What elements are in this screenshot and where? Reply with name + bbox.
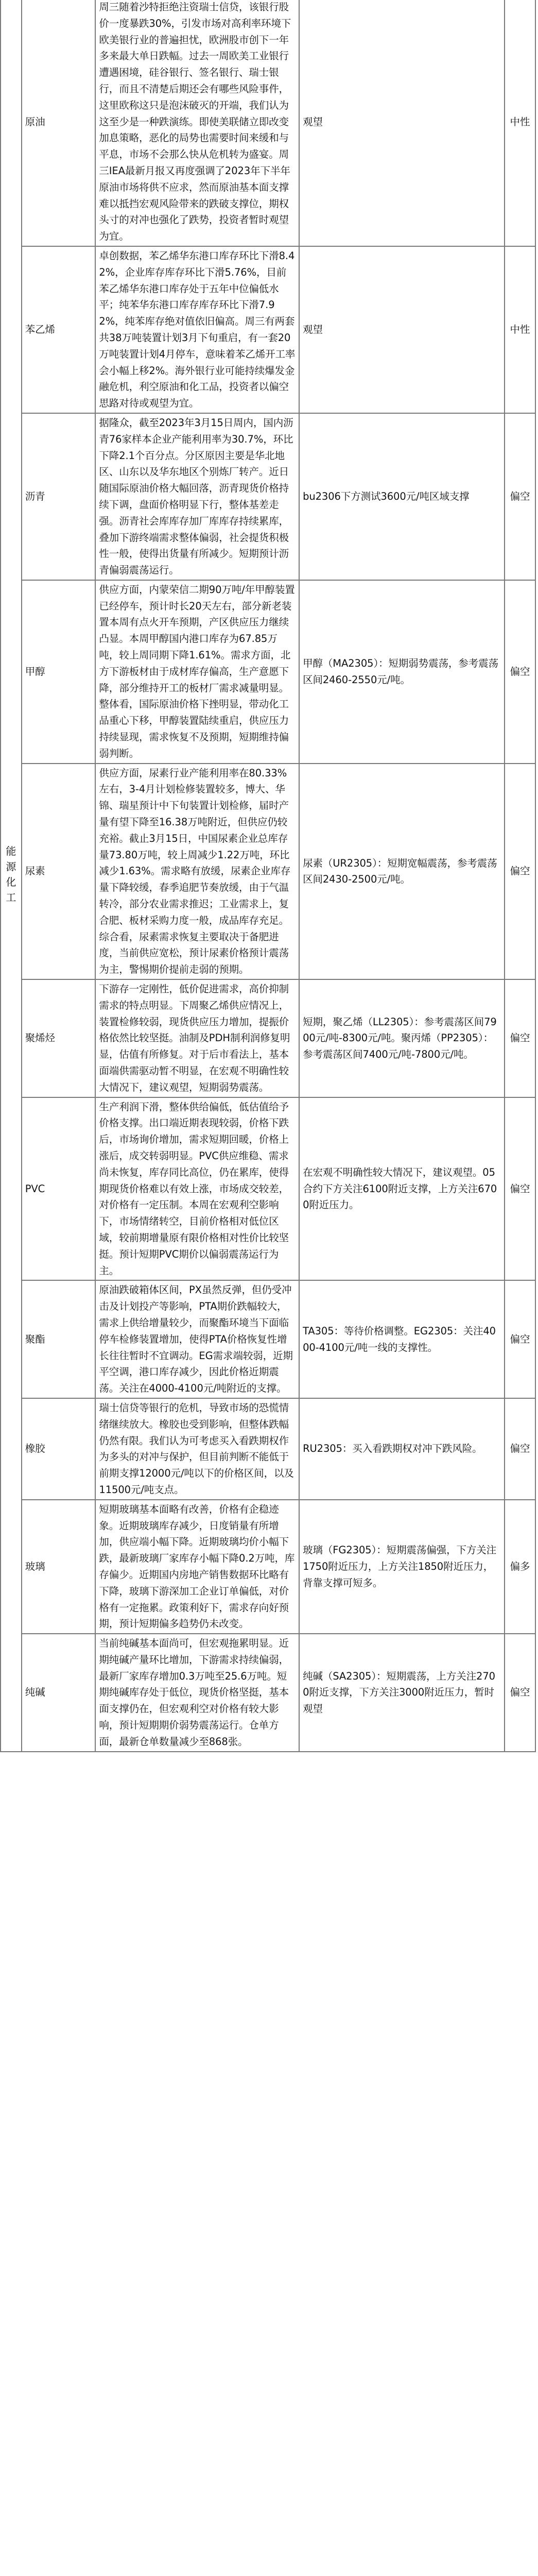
table-row bbox=[1, 246, 535, 413]
fundamentals-text: 当前纯碱基本面尚可，但宏观拖累明显。近期纯碱产量环比增加，下游需求持续偏弱，最新厂家库存增加0.3万吨至25.6万吨。短期纯碱库存处于低位，现货价格坚挺，基本面支撑仍在，但宏观利空对价格有较大影响，预计短期期价弱势震荡运行。仓单方面，最新仓单数量减少至868张。 bbox=[95, 1634, 299, 1752]
commodity-name: 沥青 bbox=[22, 413, 96, 580]
technical-text: TA305：等待价格调整。EG2305：关注4000-4100元/吨一线的支撑性。 bbox=[299, 1280, 505, 1398]
view-label: 偏空 bbox=[505, 1097, 535, 1281]
technical-text: 短期，聚乙烯（LL2305）：参考震荡区间7900元/吨-8300元/吨。聚丙烯（PP2305）：参考震荡区间7400元/吨-7800元/吨。 bbox=[299, 979, 505, 1097]
position-text: 观望 bbox=[299, 0, 505, 246]
table-row bbox=[1, 0, 535, 246]
commodity-name: 尿素 bbox=[22, 764, 96, 979]
fundamentals-text: 供应方面，内蒙荣信二期90万吨/年甲醇装置已经停车，预计时长20天左右，部分新老装置本周有点火开车预期，产区供应压力继续凸显。本周甲醇国内港口库存为67.85万吨，较上周同期下降1.61%。需求方面，北方下游板材由于成材库存偏高，生产意愿下降，部分维持开工的板材厂需求减量明显。整体看，国际原油价格下挫明显，带动化工品重心下移，甲醇装置陆续重启，供应压力持续显现，需求恢复不及预期，短期维持偏弱判断。 bbox=[95, 580, 299, 764]
view-label: 中性 bbox=[505, 246, 535, 413]
table-row bbox=[1, 979, 535, 1097]
fundamentals-text: 原油跌破箱体区间，PX虽然反弹，但仍受冲击及计划投产等影响，PTA期价跌幅较大，需求上供给增量较少，而聚酯环境当下面临停车检修装置增加，使得PTA价格恢复性增长往往暂时不宜调动。EG需求端较弱，近期平空调，港口库存减少，因此价格近期震荡。关注在4000-4100元/吨附近的支撑。 bbox=[95, 1280, 299, 1398]
commodity-name: 玻璃 bbox=[22, 1500, 96, 1634]
view-label: 偏空 bbox=[505, 580, 535, 764]
technical-text: 纯碱（SA2305）：短期震荡，上方关注2700附近支撑，下方关注3000附近压力，暂时观望 bbox=[299, 1634, 505, 1752]
technical-text: 尿素（UR2305）：短期宽幅震荡，参考震荡区间2430-2500元/吨。 bbox=[299, 764, 505, 979]
fundamentals-text: 生产利润下滑，整体供给偏低，低估值给予价格支撑。出口端近期表现较弱，价格下跌后，市场询价增加，需求短期回暖，价格上涨后，成交转弱明显。PVC供应维稳、需求尚未恢复，库存同比高位，仍在累库，使得期现货价格难以有效上涨，市场成交较差，对价格有一定压制。本周在宏观利空影响下，市场情绪转空，目前价格相对低位区域，较前期增量原有限价格相对性价比较坚挺。预计短期PVC期价以偏弱震荡运行为主。 bbox=[95, 1097, 299, 1281]
commodity-name: 甲醇 bbox=[22, 580, 96, 764]
sector-cell: 能源化工 bbox=[1, 0, 22, 1752]
fundamentals-text: 供应方面，尿素行业产能利用率在80.33%左右，3-4月计划检修装置较多，博大、华锦、瑞星预计中下旬装置计划检修，届时产量有望下降至16.38万吨附近，但供应仍较充裕。截止3月15日，中国尿素企业总库存量73.80万吨，较上周减少1.22万吨，环比减少1.63%。需求略有放缓，尿素企业库存量下降较缓，春季追肥节奏放缓，由于气温转冷，部分农业需求推迟；工业需求上，复合肥、板材采购力度一般，成品库存充足。综合看，尿素需求恢复主要取决于备肥进度，当前供应宽松，预计尿素价格预计震荡为主，警惕期价提前走弱的预期。 bbox=[95, 764, 299, 979]
view-label: 偏多 bbox=[505, 1500, 535, 1634]
table-row bbox=[1, 764, 535, 979]
fundamentals-text: 下游存一定刚性，低价促进需求，高价抑制需求的特点明显。下周聚乙烯供应情况上，装置检修较弱，现货供应压力增加，提振价格依然比较坚挺。油制及PDH制利润修复明显，估值有所修复。对于后市看法上，基本面端供需驱动暂不明显，在宏观不明确性较大情况下，建议观望，短期弱势震荡。 bbox=[95, 979, 299, 1097]
view-label: 偏空 bbox=[505, 764, 535, 979]
view-label: 偏空 bbox=[505, 413, 535, 580]
commodity-name: 聚酯 bbox=[22, 1280, 96, 1398]
technical-text: 观望 bbox=[299, 246, 505, 413]
commodity-name: PVC bbox=[22, 1097, 96, 1281]
commodity-name: 原油 bbox=[22, 0, 96, 246]
technical-text: 甲醇（MA2305）：短期弱势震荡，参考震荡区间2460-2550元/吨。 bbox=[299, 580, 505, 764]
table-row bbox=[1, 1280, 535, 1398]
technical-text: RU2305：买入看跌期权对冲下跌风险。 bbox=[299, 1398, 505, 1500]
table-row bbox=[1, 580, 535, 764]
fundamentals-text: 周三随着沙特拒绝注资瑞士信贷，该银行股价一度暴跌30%，引发市场对高利率环境下欧美银行业的普遍担忧，欧洲股市创下一年多来最大单日跌幅。过去一周欧美工业银行遭遇困境，硅谷银行、签名银行、瑞士银行，而且不清楚后期还会有哪些风险事件，这里欧称这只是泡沫破灭的开端，我们认为这至少是一种跌演练。即使美联储立即改变加息策略，恶化的局势也需要时间来缓和与平息，市场不会那么快从危机转为盛宴。周三IEA最新月报又再度强调了2023年下半年原油市场将供不应求，然而原油基本面支撑难以抵挡宏观风险带来的跌破支撑位，期权头寸的对冲也强化了跌势，投资者暂时观望为宜。 bbox=[95, 0, 299, 246]
technical-text: 玻璃（FG2305）：短期震荡偏强，下方关注1750附近压力，上方关注1850附近压力，背靠支撑可短多。 bbox=[299, 1500, 505, 1634]
technical-text: bu2306下方测试3600元/吨区域支撑 bbox=[299, 413, 505, 580]
view-label: 偏空 bbox=[505, 1634, 535, 1752]
technical-text: 在宏观不明确性较大情况下，建议观望。05合约下方关注6100附近支撑，上方关注6700附近压力。 bbox=[299, 1097, 505, 1281]
table-row bbox=[1, 1398, 535, 1500]
commodity-name: 橡胶 bbox=[22, 1398, 96, 1500]
table-row bbox=[1, 1097, 535, 1281]
view-label: 偏空 bbox=[505, 1280, 535, 1398]
view-label: 偏空 bbox=[505, 979, 535, 1097]
table-row bbox=[1, 413, 535, 580]
view-label: 中性 bbox=[505, 0, 535, 246]
fundamentals-text: 短期玻璃基本面略有改善，价格有企稳迹象。近期玻璃库存减少，日度销量有所增加，供应端小幅下降。近期玻璃均价小幅下跌，最新玻璃厂家库存小幅下降0.2万吨，库存偏少。近期国内房地产销售数据环比略有下降，玻璃下游深加工企业订单偏低，对价格有一定拖累。政策利好下，需求存向好预期，预计短期偏多趋势仍未改变。 bbox=[95, 1500, 299, 1634]
commodity-name: 聚烯烃 bbox=[22, 979, 96, 1097]
commodity-name: 纯碱 bbox=[22, 1634, 96, 1752]
fundamentals-text: 瑞士信贷等银行的危机，导致市场的恐慌情绪继续放大。橡胶也受到影响，但整体跌幅仍然有限。我们认为可考虑买入看跌期权作为多头的对冲与保护，但目前判断不能低于前期支撑12000元/吨以下的价格区间，以及11500元/吨支点。 bbox=[95, 1398, 299, 1500]
commodity-name: 苯乙烯 bbox=[22, 246, 96, 413]
table-row bbox=[1, 1500, 535, 1634]
view-label: 偏空 bbox=[505, 1398, 535, 1500]
fundamentals-text: 卓创数据，苯乙烯华东港口库存环比下滑8.42%，企业库存库存环比下滑5.76%，目前苯乙烯华东港口库存处于五年中位偏低水平；纯苯华东港口库存库存环比下滑7.92%，纯苯库存绝对值依旧偏高。周三有两套共38万吨装置计划3月下旬重启，有一套20万吨装置计划4月停车，意味着苯乙烯开工率会小幅上移2%。海外银行业可能持续爆发金融危机，利空原油和化工品，投资者以偏空思路对待或观望为宜。 bbox=[95, 246, 299, 413]
table-row bbox=[1, 1634, 535, 1752]
fundamentals-text: 据隆众，截至2023年3月15日周内，国内沥青76家样本企业产能利用率为30.7%，环比下降2.1个百分点。分区原因主要是华北地区、山东以及华东地区个别炼厂转产。近日随国际原油价格大幅回落，沥青现货价格持续下调，盘面价格明显下行，整体基差走强。沥青社会库库存加厂库库存持续累库，叠加下游终端需求整体偏弱，社会提货积极性一般，使得出货量有所减少。短期预计沥青偏弱震荡运行。 bbox=[95, 413, 299, 580]
